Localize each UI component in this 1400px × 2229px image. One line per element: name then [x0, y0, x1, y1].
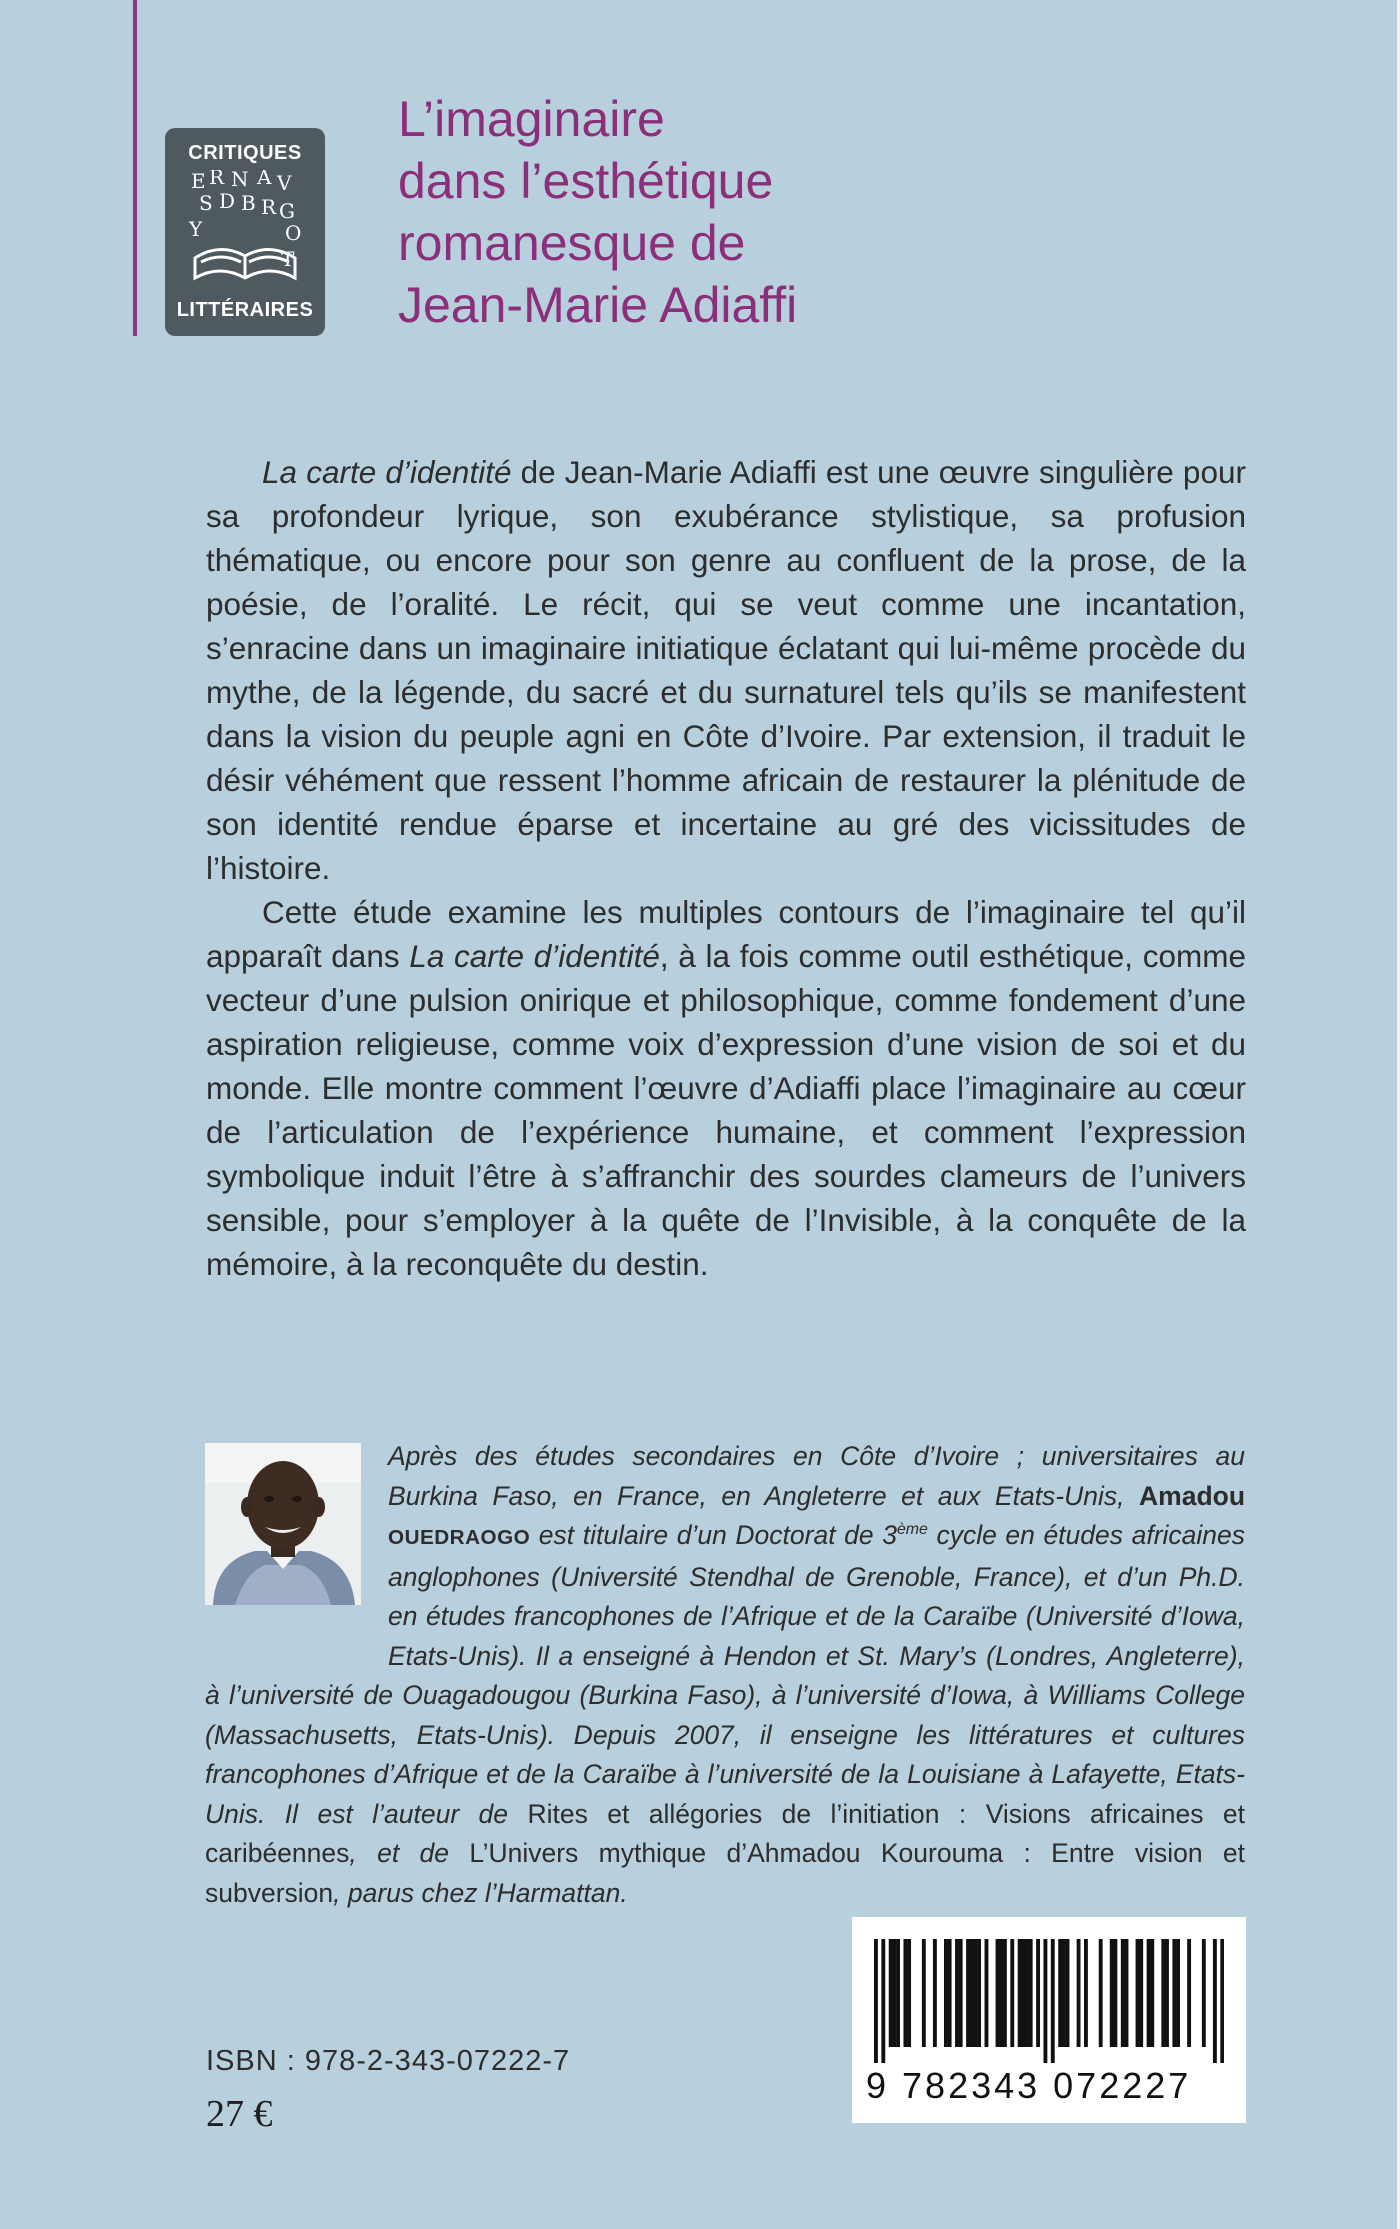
- barcode-bar: [1110, 1939, 1114, 2047]
- svg-text:R: R: [261, 195, 277, 219]
- barcode: [852, 1917, 1246, 2123]
- summary-p1-text: de Jean-Marie Adiaffi est une œuvre singulière pour sa profondeur lyrique, son exubérance stylistique, sa profusion thématique, ou encore pour son genre au confluent de la prose, de la poésie, de l’oralité. Le récit, qui se veut comme une incantation, s’enracine dans un imaginaire initiatique éclatant qui lui-même procède du mythe, de la légende, du sacré et du surnaturel tels qu’ils se manifestent dans la vision du peuple agni en Côte d’Ivoire. Par extension, il traduit le désir véhément que ressent l’homme africain de restaurer la plénitude de son identité rendue éparse et incertaine au gré des vicissitudes de l’histoire.: [206, 454, 1246, 886]
- barcode-bar: [1084, 1939, 1088, 2047]
- author-first-name: Amadou: [1139, 1480, 1245, 1511]
- barcode-bar: [907, 1939, 911, 2047]
- summary-book-title: La carte d’identité: [262, 454, 512, 490]
- svg-text:G: G: [279, 199, 295, 223]
- barcode-bar: [1139, 1939, 1143, 2047]
- barcode-bar: [1165, 1939, 1169, 2047]
- barcode-bar: [959, 1939, 963, 2047]
- svg-text:S: S: [199, 191, 213, 215]
- author-biography: [205, 1437, 1245, 1913]
- barcode-bar: [892, 1939, 896, 2047]
- svg-text:O: O: [285, 221, 302, 245]
- summary-p2-text: , à la fois comme outil esthétique, comme vecteur d’une pulsion onirique et philosophique, comme fondement d’une aspiration religieuse, comme voix d’expression d’une vision de soi et du monde. Elle montre comment l’œuvre d’Adiaffi place l’imaginaire au cœur de l’articulation de l’expérience humaine, et comment l’expression symbolique induit l’être à s’affranchir des sourdes clameurs de l’univers sensible, pour s’employer à la quête de l’Invisible, à la conquête de la mémoire, à la reconquête du destin.: [206, 938, 1246, 1282]
- barcode-bar: [944, 1939, 948, 2047]
- barcode-bar: [1121, 1939, 1125, 2047]
- barcode-bar: [1172, 1939, 1176, 2047]
- barcode-bar: [1077, 1939, 1081, 2047]
- barcode-bar: [933, 1939, 937, 2047]
- barcode-bar: [1018, 1939, 1022, 2047]
- author-last-name: OUEDRAOGO: [388, 1526, 531, 1549]
- barcode-bar: [889, 1939, 893, 2047]
- barcode-bar: [1036, 1939, 1040, 2047]
- photo-spacer: [205, 1437, 388, 1637]
- barcode-bar: [1021, 1939, 1025, 2047]
- barcode-bar: [881, 1939, 885, 2063]
- title-line-2: dans l’esthétique: [398, 153, 774, 209]
- barcode-bar: [903, 1939, 907, 2047]
- svg-text:D: D: [219, 189, 236, 213]
- bio-part-5: , parus chez l’Harmattan.: [333, 1877, 628, 1908]
- summary-paragraph-1: [206, 450, 1246, 890]
- barcode-bar: [1051, 1939, 1055, 2063]
- barcode-bar: [874, 1939, 878, 2063]
- barcode-bar: [1113, 1939, 1117, 2047]
- bio-book-2: L’Univers mythique d’Ahmadou Kourouma : Entre vision et subversion: [205, 1838, 1245, 1908]
- price-label: 27 €: [206, 2093, 273, 2135]
- barcode-bar: [996, 1939, 1000, 2047]
- barcode-bar: [1066, 1939, 1070, 2047]
- barcode-bar: [1099, 1939, 1103, 2047]
- svg-text:Y: Y: [189, 217, 203, 241]
- svg-text:A: A: [257, 170, 272, 189]
- isbn-label: ISBN : 978-2-343-07222-7: [206, 2045, 571, 2077]
- barcode-bar: [1025, 1939, 1029, 2047]
- barcode-bar: [977, 1939, 981, 2047]
- book-title: [398, 88, 1298, 336]
- barcode-bar: [1062, 1939, 1066, 2047]
- barcode-bar: [1010, 1939, 1014, 2047]
- barcode-bar: [1161, 1939, 1165, 2047]
- barcode-bar: [1058, 1939, 1062, 2047]
- barcode-bar: [999, 1939, 1003, 2047]
- title-line-3: romanesque de: [398, 215, 746, 271]
- barcode-bar: [966, 1939, 970, 2047]
- svg-text:N: N: [231, 170, 249, 191]
- svg-text:R: R: [209, 170, 225, 189]
- barcode-bar: [1003, 1939, 1007, 2047]
- barcode-bar: [1220, 1939, 1224, 2063]
- barcode-bar: [896, 1939, 900, 2047]
- bio-part-2: est titulaire d’un Doctorat de 3: [530, 1520, 897, 1550]
- barcode-bar: [1150, 1939, 1154, 2047]
- collection-logo-top-label: CRITIQUES: [188, 142, 302, 164]
- barcode-bar: [1125, 1939, 1129, 2047]
- barcode-digits: 9 782343 072227: [866, 2065, 1192, 2106]
- bio-superscript: ème: [896, 1521, 928, 1539]
- barcode-bar: [970, 1939, 974, 2047]
- title-line-4: Jean-Marie Adiaffi: [398, 277, 798, 333]
- barcode-bar: [1029, 1939, 1033, 2047]
- barcode-bar: [1043, 1939, 1047, 2063]
- title-line-1: L’imaginaire: [398, 91, 665, 147]
- book-summary: [206, 450, 1246, 1286]
- bio-part-1: Après des études secondaires en Côte d’Ivoire ; universitaires au Burkina Faso, en France, en Angleterre et aux Etats-Unis,: [388, 1441, 1245, 1511]
- svg-text:V: V: [277, 171, 292, 195]
- barcode-bar: [922, 1939, 926, 2047]
- barcode-bar: [955, 1939, 959, 2047]
- svg-text:E: E: [191, 170, 206, 193]
- barcode-bar: [1187, 1939, 1191, 2047]
- summary-p2-book-title: La carte d’identité: [409, 938, 660, 974]
- collection-logo-bottom-label: LITTÉRAIRES: [176, 299, 314, 321]
- barcode-bar: [1147, 1939, 1151, 2047]
- svg-text:B: B: [241, 191, 256, 215]
- barcode-bar: [985, 1939, 989, 2047]
- bio-part-4: , et de: [349, 1838, 470, 1868]
- collection-logo: [165, 128, 325, 336]
- bio-book-1: Rites et allégories de l’initiation : Visions africaines et caribéennes: [205, 1798, 1245, 1868]
- barcode-bar: [973, 1939, 977, 2047]
- summary-p2-start: Cette étude examine les multiples contours de l’imaginaire tel qu’il apparaît dans: [206, 894, 1246, 974]
- svg-text:T: T: [281, 247, 295, 271]
- barcode-bar: [1202, 1939, 1206, 2047]
- barcode-bar: [1136, 1939, 1140, 2047]
- barcode-bar: [1176, 1939, 1180, 2047]
- barcode-bar: [1213, 1939, 1217, 2063]
- spine-accent-line: [133, 0, 137, 336]
- summary-paragraph-2: [206, 890, 1246, 1286]
- bio-part-3: cycle en études africaines anglophones (Université Stendhal de Grenoble, France), et d’un Ph.D. en études francophones de l’Afrique et de la Caraïbe (Université d’Iowa, Etats-Unis). Il a enseigné à Hendon et St. Mary’s (Londres, Angleterre), à l’université de Ouagadougou (Burkina Faso), à l’université d’Iowa, à Williams College (Massachusetts, Etats-Unis). Depuis 2007, il enseigne les littératures et cultures francophones d’Afrique et de la Caraïbe à l’université de la Louisiane à Lafayette, Etats-Unis. Il est l’auteur de: [205, 1520, 1246, 1829]
- barcode-bars: [874, 1939, 1224, 2063]
- open-book-letters-icon: [185, 170, 305, 290]
- barcode-bar: [948, 1939, 952, 2047]
